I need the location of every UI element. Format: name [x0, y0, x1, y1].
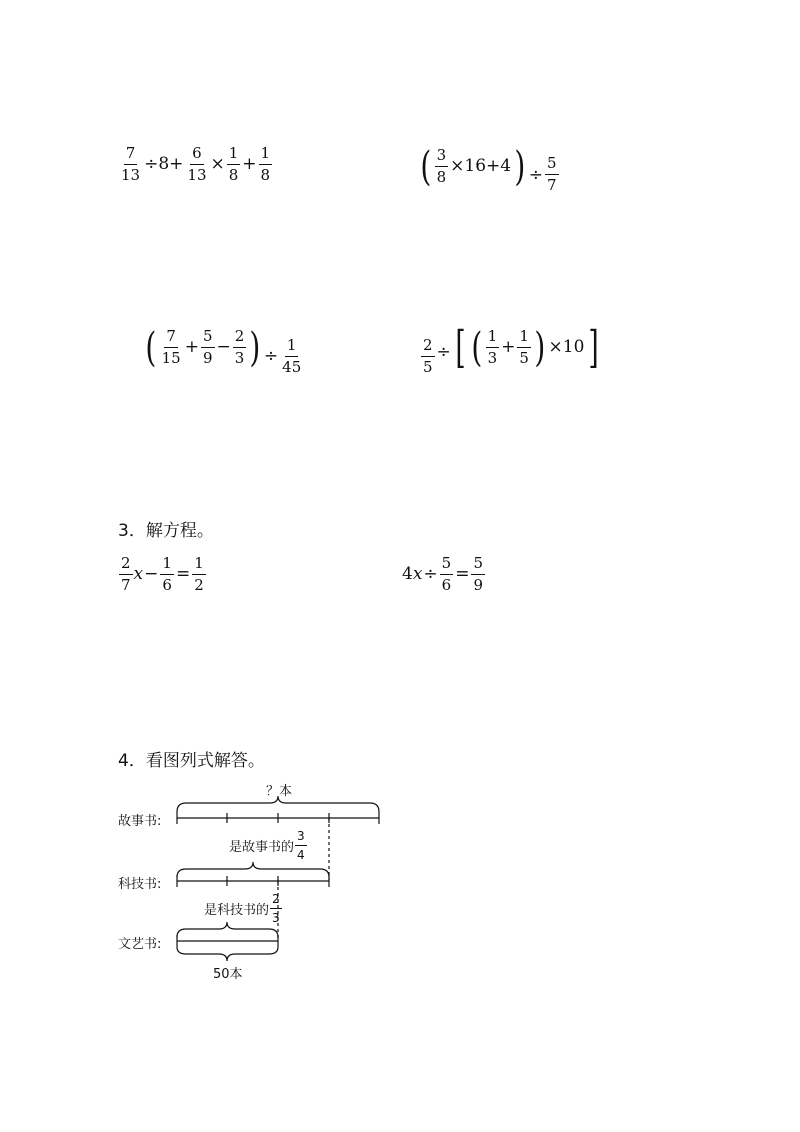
operator: ÷8+ [144, 154, 184, 174]
operator: ×16+4 [450, 156, 512, 176]
art-relation-label: 是科技书的 $\frac{2}{3}$ [204, 892, 280, 925]
left-paren: ( [471, 324, 483, 371]
operator: − [216, 337, 231, 357]
fraction: $\frac{5}{9}$ [202, 327, 213, 367]
fraction: $\frac{2}{5}$ [423, 336, 433, 376]
fraction: $\frac{1}{8}$ [260, 144, 271, 184]
art-books-label: 文艺书: [118, 937, 162, 952]
fifty-books-label: 50本 [213, 967, 243, 982]
operator: ÷ [528, 165, 543, 185]
operator: + [184, 337, 199, 357]
right-paren: ) [514, 143, 526, 190]
fraction: $\frac{1}{45}$ [282, 336, 302, 376]
operator: ÷ [423, 564, 438, 584]
variable-x: x [412, 564, 423, 584]
fraction: $\frac{1}{3}$ [487, 327, 498, 367]
right-paren: ) [249, 324, 261, 371]
fraction: $\frac{7}{13}$ [121, 144, 141, 184]
left-bracket: [ [455, 321, 466, 373]
fraction: $\frac{1}{6}$ [162, 554, 172, 594]
sci-books-label: 科技书: [118, 877, 162, 892]
bottom-brace [177, 947, 278, 961]
fraction: $\frac{6}{13}$ [187, 144, 207, 184]
fraction: $\frac{1}{8}$ [228, 144, 239, 184]
fraction: $\frac{2}{7}$ [121, 554, 131, 594]
sci-relation-label: 是故事书的 $\frac{3}{4}$ [229, 829, 305, 862]
section-4-title: 4．看图列式解答。 [118, 751, 265, 771]
operator: + [242, 154, 257, 174]
fraction: $\frac{1}{2}$ [194, 554, 204, 594]
variable-x: x [133, 564, 144, 584]
operator: − [144, 564, 159, 584]
fraction: $\frac{1}{5}$ [519, 327, 529, 367]
operator: + [501, 337, 516, 357]
operator: ×10 [548, 337, 585, 357]
fraction: $\frac{5}{7}$ [546, 154, 557, 194]
art-top-brace [177, 922, 278, 937]
operator: ÷ [436, 342, 451, 362]
fraction: $\frac{7}{15}$ [161, 327, 181, 367]
operator: ÷ [263, 346, 279, 366]
fraction: $\frac{2}{3}$ [272, 892, 280, 925]
fraction: $\frac{3}{8}$ [436, 146, 447, 186]
operator: × [210, 154, 225, 174]
right-paren: ) [534, 324, 546, 371]
top-question-label: ？本 [266, 784, 293, 799]
operator: = [455, 564, 470, 584]
left-paren: ( [145, 324, 157, 371]
left-paren: ( [420, 143, 432, 190]
fraction: $\frac{2}{3}$ [234, 327, 245, 367]
right-bracket: ] [588, 321, 600, 373]
fraction: $\frac{3}{4}$ [297, 829, 305, 862]
coefficient: 4 [402, 564, 413, 584]
story-books-label: 故事书: [118, 814, 162, 829]
section-3-title: 3．解方程。 [118, 521, 214, 541]
operator: = [175, 564, 191, 584]
fraction: $\frac{5}{6}$ [441, 554, 452, 594]
sci-brace [177, 862, 329, 877]
fraction: $\frac{5}{9}$ [473, 554, 484, 594]
